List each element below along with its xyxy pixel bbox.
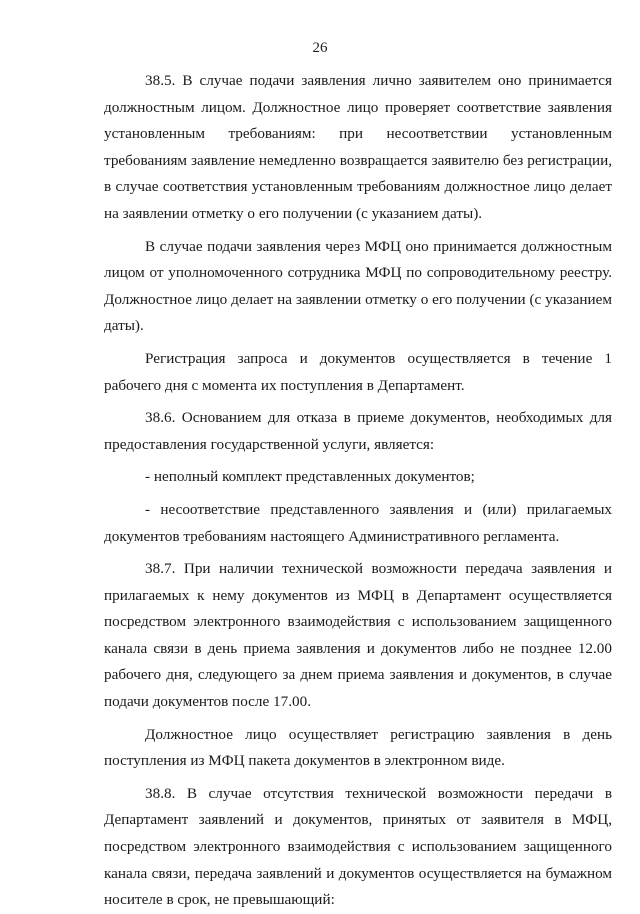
- list-item-nonconformity: - несоответствие представленного заявления и (или) прилагаемых документов требованиям настоящего Административного регламента.: [104, 500, 612, 545]
- paragraph-registration-electronic: Должностное лицо осуществляет регистрацию заявления в день поступления из МФЦ пакета документов в электронном виде.: [104, 725, 612, 770]
- paragraph-38-6: 38.6. Основанием для отказа в приеме документов, необходимых для предоставления государственной услуги, является:: [104, 409, 612, 453]
- paragraph-mfc-submission: В случае подачи заявления через МФЦ оно принимается должностным лицом от уполномоченного сотрудника МФЦ по сопроводительному реестру. Должностное лицо делает на заявлении отметку о его получении (с указанием даты).: [104, 237, 612, 335]
- paragraph-38-8: 38.8. В случае отсутствия технической возможности передачи в Департамент заявлений и документов, принятых от заявителя в МФЦ, посредством электронного взаимодействия с использованием защищенного канала связи, передача заявлений и документов осуществляется на бумажном носителе в срок, не превышающий:: [104, 784, 612, 909]
- list-item-incomplete-set: - неполный комплект представленных документов;: [145, 468, 475, 486]
- document-body: [104, 68, 612, 914]
- paragraph-38-5: 38.5. В случае подачи заявления лично заявителем оно принимается должностным лицом. Должностное лицо проверяет соответствие заявления установленным требованиям: при несоответствии установленным требованиям заявление немедленно возвращается заявителю без регистрации, в случае соответствия установленным требованиям должностное лицо делает на заявлении отметку о его получении (с указанием даты).: [104, 72, 612, 222]
- paragraph-38-7: 38.7. При наличии технической возможности передача заявления и прилагаемых к нему документов из МФЦ в Департамент осуществляется посредством электронного взаимодействия с использованием защищенного канала связи в день приема заявления и документов либо не позднее 12.00 рабочего дня, следующего за днем приема заявления и документов, в случае подачи документов после 17.00.: [104, 560, 612, 711]
- paragraph-registration: Регистрация запроса и документов осуществляется в течение 1 рабочего дня с момента их поступления в Департамент.: [104, 349, 612, 394]
- page-number: 26: [312, 40, 328, 56]
